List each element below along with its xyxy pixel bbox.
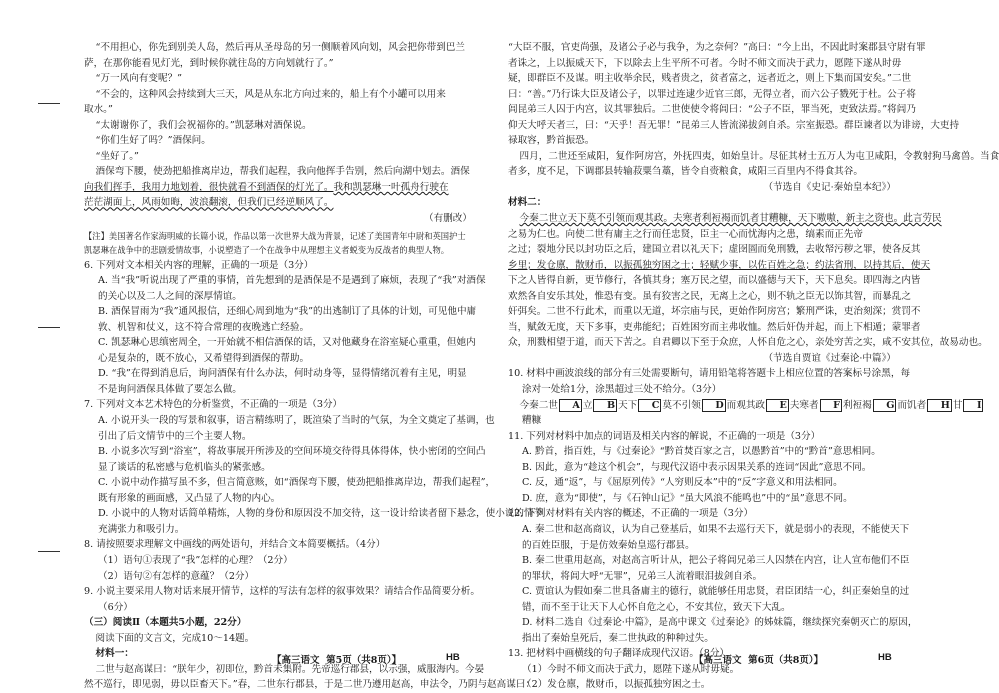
material-2-line: 欢然各自安乐其处，惟恐有变。虽有狡害之民，无离上之心，则不轨之臣无以饰其智，而暴乱之 [508, 290, 911, 302]
material-1-line: 曰：“善。”乃行诛大臣及诸公子，以罪过连逮少近官三郎，无得立者，而六公子戮死于杜。公子将 [508, 88, 916, 100]
material-2-line: 乡里；发仓廪，散财币，以振孤独穷困之士；轻赋少事，以佐百姓之急；约法省刑，以持其后，使天 [508, 259, 931, 271]
q10-segment: 天下 [618, 399, 638, 411]
page-5-mark: HB [446, 652, 460, 663]
q10-segmented-sentence [508, 398, 982, 414]
q10-segment: 利裋褐 [842, 399, 872, 411]
q6-option-a: A. 当“我”听说出现了严重的事情，首先想到的是酒保是不是遇到了麻烦，表现了“我”对酒保 [98, 275, 486, 287]
q10-break-option-box: A [559, 399, 582, 412]
q7-option-c: C. 小说中动作描写虽不多，但言简意赅，如“酒保弯下腰，使劲把船推离岸边，帮我们起程”， [98, 477, 496, 489]
q6-option-d: 不是询问酒保具体做了要怎么做。 [98, 383, 242, 395]
q10-segment: 立 [582, 399, 593, 411]
material-2-line: 奸弭矣。二世不行此术，而重以无道，坏宗庙与民，更始作阿房宫；繁刑严诛，吏治刻深；赏罚不 [508, 306, 921, 318]
q8-subquestion: （1）语句①表现了“我”怎样的心理？（2分） [98, 554, 293, 566]
q10-segment: 夫寒者 [789, 399, 819, 411]
story-line: 萨，在那你能看见灯光，到时候你就往岛的方向划就行了。” [84, 57, 334, 69]
question-9-stem: 9. 小说主要采用人物对话来展开情节，这样的写法有怎样的叙事效果？请结合作品简要分析。 [84, 586, 480, 598]
binding-margin-mark [38, 551, 60, 552]
q7-option-a: A. 小说开头一段的写景和叙事，语言精练明了，既渲染了当时的气氛，为全文奠定了基调，也 [98, 415, 495, 427]
exam-page-6 [508, 40, 999, 693]
q6-option-b: B. 酒保冒雨为“我”通风报信，还细心周到地为“我”的出逃制订了具体的计划，可见他中庸 [98, 306, 477, 318]
question-10-stem: 10. 材料中画波浪线的部分有三处需要断句，请用铅笔将答题卡上相应位置的答案标号涂黑，每 [508, 368, 911, 380]
q6-option-b: 敦、机智和仗义，这不符合常理的夜晚逃亡经验。 [98, 321, 310, 333]
material-2-line: 众，刑戮相望于道，而天下苦之。自君卿以下至于众庶，人怀自危之心，亲处穷苦之实，咸不安其位，故易动也。 [508, 337, 988, 349]
q13-subquestion: （2）发仓廪，散财币，以振孤独穷困之士。 [522, 679, 711, 691]
material-2-line: 今秦二世立天下莫不引领而观其政。夫寒者利裋褐而饥者甘糟糠，天下嗷嗷，新主之资也。此言劳民 [519, 213, 942, 225]
material-1-line: 然不巡行，即见弱，毋以臣畜天下。”春，二世东行郡县，于是二世乃遵用赵高，申法令，乃阴与赵高谋曰： [84, 679, 536, 691]
q11-option-b: B. 因此，意为“趁这个机会”，与现代汉语中表示因果关系的连词“因此”意思不同。 [522, 461, 872, 473]
story-line [84, 180, 472, 196]
q12-option-b: 的罪状，将闾大呼“无罪”，兄弟三人流着眼泪拔剑自杀。 [522, 570, 763, 582]
material-2-line: 下之人皆得自新，更节修行，各慎其身；塞万民之望，而以盛德与天下，天下息矣。即四海之内皆 [508, 275, 921, 287]
binding-margin-mark [38, 327, 60, 328]
material-1-line: “大臣不服，官吏尚强，及诸公子必与我争，为之奈何？”高曰：“今上出，不因此时案郡县守尉有罪 [508, 42, 926, 53]
page-6-mark: HB [878, 652, 892, 663]
q8-subquestion: （2）语句②有怎样的意蕴？（2分） [98, 570, 255, 582]
q10-segment: 今秦二世 [519, 399, 558, 411]
q10-break-option-box: H [927, 399, 952, 412]
question-9-score: （6分） [98, 601, 133, 613]
q10-break-option-box: D [702, 399, 726, 412]
q10-break-option-box: C [638, 399, 661, 412]
question-10-stem: 涂对一处给1分，涂黑超过三处不给分。（3分） [522, 384, 722, 396]
q7-option-a: 引出了后文情节中的三个主要人物。 [98, 430, 252, 442]
section-3-title: （三）阅读Ⅱ（本题共5小题，22分） [84, 617, 247, 629]
q13-subquestion: （1）今时不师文而决于武力，愿陛下遂从时毋疑。 [522, 663, 740, 675]
material-1-line: 仰天大呼天者三，曰：“天乎！吾无罪！”昆弟三人皆流涕拔剑自杀。宗室振恐。群臣谏者以为诽谤，大吏持 [508, 119, 960, 131]
q7-option-c: 既有形象的画面感，又凸显了人物的内心。 [98, 492, 281, 504]
story-line [84, 195, 472, 211]
binding-margin-mark [38, 103, 60, 104]
q10-segment: 而观其政 [726, 399, 766, 411]
material-1-line: 禄取容，黔首振恐。 [508, 135, 595, 147]
q12-option-a: 的百姓臣服，于是仿效秦始皇巡行郡县。 [522, 539, 695, 551]
material-1-line: 二世与赵高谋曰：“朕年少，初即位，黔首未集附。先帝巡行郡县，以示强，威服海内。今晏 [95, 663, 485, 675]
q12-option-a: A. 秦二世和赵高商议，认为自己登基后，如果不去巡行天下，就是弱小的表现，不能使天下 [522, 523, 910, 535]
q11-option-c: C. 反，通“返”，与《屈原列传》“人穷则反本”中的“反”字意义和用法相同。 [522, 477, 843, 489]
question-6-stem: 6. 下列对文本相关内容的理解，正确的一项是（3分） [84, 259, 314, 271]
q6-option-c: C. 凯瑟琳心思缜密周全，一开始就不相信酒保的话，又对他藏身在浴室疑心重重，但她内 [98, 337, 476, 349]
q7-option-b: 显了谈话的私密感与危机临头的紧张感。 [98, 461, 271, 473]
question-12-stem: 12. 下列对材料有关内容的概述，不正确的一项是（3分） [508, 508, 754, 520]
q6-option-a: 的关心以及二人之间的深厚情谊。 [98, 290, 242, 302]
q7-option-d: D. 小说中的人物对话简单精炼，人物的身份和原因没不加交待，这一设计给读者留下悬念，使小说的情节 [98, 508, 544, 520]
q7-option-d: 充满张力和吸引力。 [98, 523, 185, 535]
q11-option-d: D. 庶，意为“即使”，与《石钟山记》“虽大风浪不能鸣也”中的“虽”意思不同。 [522, 492, 853, 504]
q10-break-option-box: I [963, 399, 983, 412]
story-line: 取水。” [84, 104, 113, 116]
story-line: “万一风向有变呢？” [95, 73, 183, 85]
question-11-stem: 11. 下列对材料中加点的词语及相关内容的解说，不正确的一项是（3分） [508, 430, 821, 442]
page-5-footer: 【高三语文 第5页（共8页）】 [272, 655, 402, 666]
q7-option-b: B. 小说多次写到“浴室”，将故事展开所涉及的空间环境交待得具体得体，快小密闭的空间凸 [98, 446, 486, 458]
material-2-source: （节选自贾谊《过秦论·中篇》） [763, 352, 896, 364]
story-line: “太谢谢你了，我们会祝福你的。”凯瑟琳对酒保说。 [95, 119, 312, 131]
story-line: “不会的，这种风会持续到大三天，风是从东北方向过来的，船上有个小罐可以用来 [95, 88, 446, 100]
underlined-sentence-2-cont: 茫茫湖面上，风雨如晦，波浪翻滚，但我们已经逆顺风了。 [84, 197, 334, 209]
q12-option-c: C. 贾谊认为假如秦二世具备庸主的德行，就能够任用忠贤，君臣团结一心，纠正秦始皇的过 [522, 586, 910, 598]
q10-segment: 而饥者 [897, 399, 927, 411]
q12-option-b: B. 秦二世重用赵高，对赵高言听计从，把公子将闾兄弟三人囚禁在内宫，让人宣布他们不臣 [522, 555, 910, 567]
story-line: “你们生好了吗？”酒保问。 [95, 135, 211, 147]
q6-option-c: 心是复杂的，既不放心，又希望得到酒保的帮助。 [98, 352, 310, 364]
q11-option-a: A. 黔首，指百姓，与《过秦论》“黔首焚百家之言，以愚黔首”中的“黔首”意思相同。 [522, 446, 881, 458]
q10-tail: 糟糠 [522, 415, 542, 427]
material-1-line: 疑，即群臣不及谋。明主收举余民，贱者贵之，贫者富之，远者近之，则上下集而国安矣。”二世 [508, 73, 912, 85]
question-8-stem: 8. 请按照要求理解文中画线的两处语句，并结合文本简要概括。（4分） [84, 539, 386, 551]
q10-break-option-box: F [820, 399, 842, 412]
q12-option-d: 指出了秦始皇死后，秦二世执政的种种过失。 [522, 632, 714, 644]
page-6-footer: 【高三语文 第6页（共8页）】 [694, 655, 824, 666]
question-13-stem: 13. 把材料中画横线的句子翻译成现代汉语。（8分） [508, 648, 730, 660]
material-1-source: （节选自《史记·秦始皇本纪》） [763, 181, 896, 193]
material-1-line: 闾昆弟三人囚于内宫，议其罪独后。二世使使令将闾曰：“公子不臣，罪当死，吏致法焉。”将闾乃 [508, 104, 916, 116]
story-line: 酒保弯下腰，使劲把船推离岸边，帮我们起程，我向他挥手告别，然后向湖中划去。酒保 [95, 166, 470, 178]
material-2-line: 之易为仁也。向使二世有庸主之行而任忠贤，臣主一心而忧海内之患，缟素而正先帝 [508, 228, 863, 240]
q10-segment: 甘 [952, 399, 963, 411]
material-1-line: 者诛之，上以振威天下，下以除去上生平所不可者。今时不师文而决于武力，愿陛下遂从时毋 [508, 57, 902, 69]
story-line: “坐好了。” [95, 150, 139, 162]
section-3-intro: 阅读下面的文言文，完成10～14题。 [95, 632, 255, 644]
material-1-heading: 材料一： [95, 648, 134, 660]
material-1-line: 四月，二世还至咸阳，复作阿房宫，外抚四夷，如始皇计。尽征其材士五万人为屯卫咸阳，令教射狗马禽兽。当食 [519, 150, 999, 162]
q10-break-option-box: E [766, 399, 789, 412]
q6-option-d: D. “我”在得到消息后，询问酒保有什么办法，何时动身等，显得情绪沉着有主见，明显 [98, 368, 467, 380]
material-2-line: 之过；裂地分民以封功臣之后，建国立君以礼天下；虚囹圄而免刑戮，去收帑污秽之罪，使各反其 [508, 244, 921, 256]
q12-option-c: 错，而不至于让天下人心怀自危之心，不安其位，致天下大乱。 [522, 601, 791, 613]
q10-break-option-box: B [593, 399, 617, 412]
underlined-sentence-1: 向我们挥手，我用力地划着，很快就看不到酒保的灯光了。 [84, 181, 334, 193]
source-attribution: （有删改） [424, 213, 472, 225]
q10-break-option-box: G [873, 399, 897, 412]
story-line: “不用担心，你先到别美人岛，然后再从圣母岛的另一侧顺着风向划，风会把你带到巴兰 [95, 42, 465, 53]
q12-option-d: D. 材料二选自《过秦论·中篇》，是高中课文《过秦论》的姊妹篇，继续探究秦朝灭亡的原因， [522, 617, 918, 629]
q10-segment: 莫不引领 [662, 399, 701, 411]
material-2-heading: 材料二： [508, 197, 547, 209]
material-2-line: 当，赋敛无度，天下多事，吏弗能纪；百姓困穷而主弗收恤。然后奸伪并起，而上下相遁；蒙罪者 [508, 321, 921, 333]
question-7-stem: 7. 下列对文本艺术特色的分析鉴赏，不正确的一项是（3分） [84, 399, 343, 411]
underlined-sentence-2: 我和凯瑟琳一叶孤舟行驶在 [333, 181, 449, 193]
author-note: 【注】美国著名作家海明威的长篇小说，作品以第一次世界大战为背景，记述了美国青年中尉和英国护士凯瑟琳在战争中的悲剧爱情故事，小说塑造了一个在战争中从理想主义者蜕变为反战者的典型人物。 [84, 230, 466, 255]
material-1-line: 者多，度不足，下调郡县转输菽粟刍藁，皆令自赍粮食，咸阳三百里内不得食其谷。 [508, 166, 863, 178]
